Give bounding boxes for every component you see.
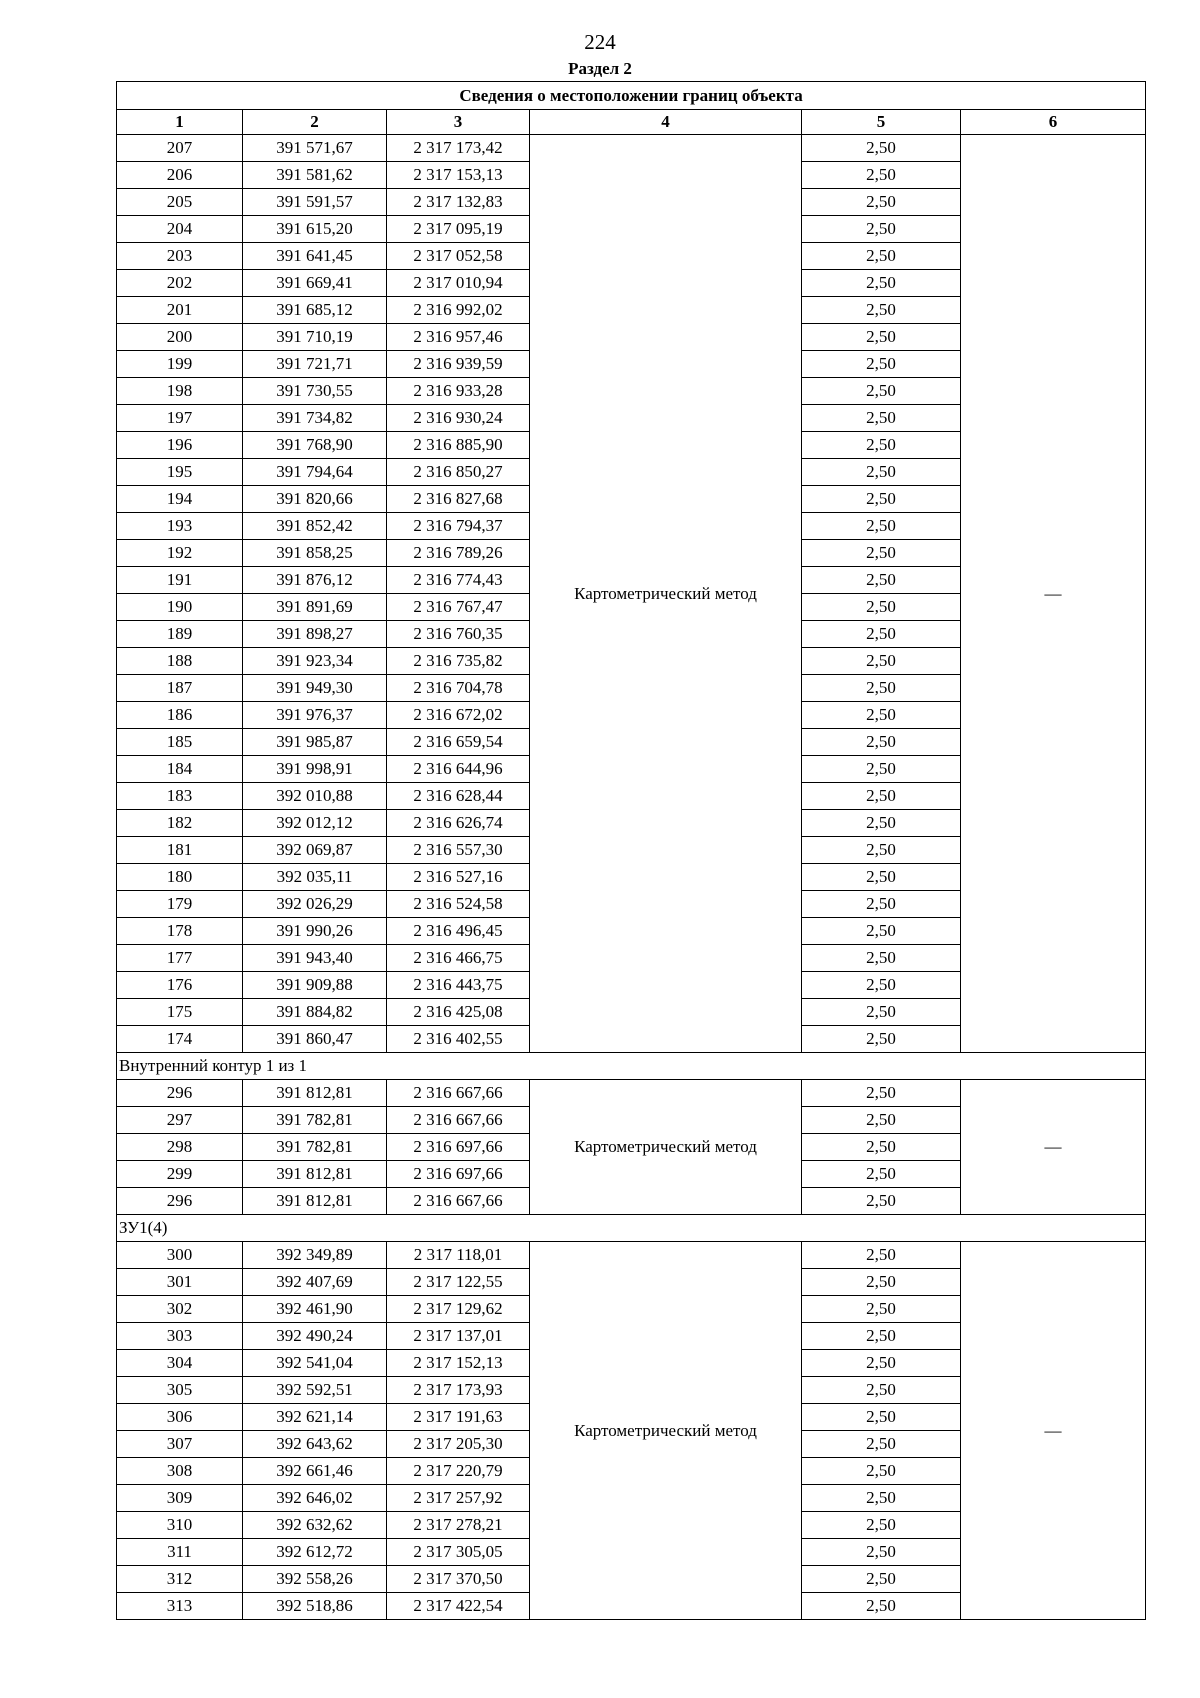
column-number: 3 — [387, 110, 530, 135]
coord-y: 2 317 278,21 — [387, 1512, 530, 1539]
coord-x: 391 820,66 — [243, 486, 387, 513]
accuracy: 2,50 — [802, 1593, 961, 1620]
accuracy: 2,50 — [802, 297, 961, 324]
coord-x: 391 884,82 — [243, 999, 387, 1026]
coord-x: 391 734,82 — [243, 405, 387, 432]
coord-y: 2 316 672,02 — [387, 702, 530, 729]
coord-x: 391 615,20 — [243, 216, 387, 243]
coord-x: 391 852,42 — [243, 513, 387, 540]
coord-x: 391 909,88 — [243, 972, 387, 999]
coord-x: 391 876,12 — [243, 567, 387, 594]
coord-y: 2 316 527,16 — [387, 864, 530, 891]
accuracy: 2,50 — [802, 999, 961, 1026]
coord-y: 2 316 827,68 — [387, 486, 530, 513]
coord-y: 2 317 129,62 — [387, 1296, 530, 1323]
coord-y: 2 316 697,66 — [387, 1134, 530, 1161]
coord-x: 392 490,24 — [243, 1323, 387, 1350]
accuracy: 2,50 — [802, 1107, 961, 1134]
coord-x: 392 012,12 — [243, 810, 387, 837]
accuracy: 2,50 — [802, 837, 961, 864]
coord-x: 391 898,27 — [243, 621, 387, 648]
coord-y: 2 316 767,47 — [387, 594, 530, 621]
point-number: 298 — [117, 1134, 243, 1161]
coord-y: 2 317 137,01 — [387, 1323, 530, 1350]
coord-y: 2 317 118,01 — [387, 1242, 530, 1269]
point-number: 198 — [117, 378, 243, 405]
accuracy: 2,50 — [802, 1323, 961, 1350]
point-number: 177 — [117, 945, 243, 972]
coord-y: 2 317 173,93 — [387, 1377, 530, 1404]
point-number: 187 — [117, 675, 243, 702]
accuracy: 2,50 — [802, 891, 961, 918]
coord-y: 2 316 466,75 — [387, 945, 530, 972]
point-number: 182 — [117, 810, 243, 837]
coord-x: 391 768,90 — [243, 432, 387, 459]
coord-y: 2 316 885,90 — [387, 432, 530, 459]
column-number: 6 — [961, 110, 1146, 135]
accuracy: 2,50 — [802, 567, 961, 594]
accuracy: 2,50 — [802, 756, 961, 783]
accuracy: 2,50 — [802, 459, 961, 486]
column-numbers-row — [117, 110, 1146, 135]
point-number: 186 — [117, 702, 243, 729]
method-cell: Картометрический метод — [530, 1080, 802, 1215]
coord-y: 2 317 095,19 — [387, 216, 530, 243]
coord-y: 2 316 992,02 — [387, 297, 530, 324]
accuracy: 2,50 — [802, 783, 961, 810]
coord-x: 392 661,46 — [243, 1458, 387, 1485]
accuracy: 2,50 — [802, 648, 961, 675]
point-number: 301 — [117, 1269, 243, 1296]
accuracy: 2,50 — [802, 243, 961, 270]
boundary-table — [116, 81, 1146, 1620]
point-number: 297 — [117, 1107, 243, 1134]
coord-x: 392 035,11 — [243, 864, 387, 891]
coord-x: 392 643,62 — [243, 1431, 387, 1458]
coord-y: 2 317 370,50 — [387, 1566, 530, 1593]
coord-y: 2 317 122,55 — [387, 1269, 530, 1296]
coord-x: 392 632,62 — [243, 1512, 387, 1539]
coord-x: 392 592,51 — [243, 1377, 387, 1404]
coord-y: 2 316 930,24 — [387, 405, 530, 432]
coord-x: 392 461,90 — [243, 1296, 387, 1323]
point-number: 183 — [117, 783, 243, 810]
contour-heading-row — [117, 1215, 1146, 1242]
point-number: 200 — [117, 324, 243, 351]
accuracy: 2,50 — [802, 513, 961, 540]
coord-x: 392 541,04 — [243, 1350, 387, 1377]
coord-y: 2 317 220,79 — [387, 1458, 530, 1485]
point-number: 305 — [117, 1377, 243, 1404]
point-number: 192 — [117, 540, 243, 567]
accuracy: 2,50 — [802, 1512, 961, 1539]
column-number: 1 — [117, 110, 243, 135]
point-number: 310 — [117, 1512, 243, 1539]
point-number: 309 — [117, 1485, 243, 1512]
accuracy: 2,50 — [802, 1242, 961, 1269]
coord-y: 2 316 850,27 — [387, 459, 530, 486]
coord-y: 2 317 205,30 — [387, 1431, 530, 1458]
coord-y: 2 316 760,35 — [387, 621, 530, 648]
point-number: 188 — [117, 648, 243, 675]
accuracy: 2,50 — [802, 1458, 961, 1485]
point-number: 191 — [117, 567, 243, 594]
coord-y: 2 317 132,83 — [387, 189, 530, 216]
point-number: 312 — [117, 1566, 243, 1593]
accuracy: 2,50 — [802, 1161, 961, 1188]
coord-x: 391 923,34 — [243, 648, 387, 675]
coord-x: 392 612,72 — [243, 1539, 387, 1566]
accuracy: 2,50 — [802, 1269, 961, 1296]
page-number: 224 — [584, 30, 616, 54]
accuracy: 2,50 — [802, 1080, 961, 1107]
point-number: 202 — [117, 270, 243, 297]
point-number: 206 — [117, 162, 243, 189]
accuracy: 2,50 — [802, 702, 961, 729]
accuracy: 2,50 — [802, 216, 961, 243]
accuracy: 2,50 — [802, 810, 961, 837]
point-number: 311 — [117, 1539, 243, 1566]
contour-heading: ЗУ1(4) — [117, 1215, 1146, 1242]
point-number: 176 — [117, 972, 243, 999]
point-number: 306 — [117, 1404, 243, 1431]
coord-x: 391 985,87 — [243, 729, 387, 756]
point-number: 189 — [117, 621, 243, 648]
coord-y: 2 316 667,66 — [387, 1107, 530, 1134]
accuracy: 2,50 — [802, 945, 961, 972]
accuracy: 2,50 — [802, 405, 961, 432]
accuracy: 2,50 — [802, 1431, 961, 1458]
accuracy: 2,50 — [802, 1026, 961, 1053]
column-number: 5 — [802, 110, 961, 135]
coord-y: 2 316 496,45 — [387, 918, 530, 945]
section-title: Раздел 2 — [568, 59, 632, 78]
point-number: 302 — [117, 1296, 243, 1323]
accuracy: 2,50 — [802, 270, 961, 297]
coord-x: 391 858,25 — [243, 540, 387, 567]
point-number: 313 — [117, 1593, 243, 1620]
coord-x: 391 943,40 — [243, 945, 387, 972]
coord-x: 392 646,02 — [243, 1485, 387, 1512]
accuracy: 2,50 — [802, 1350, 961, 1377]
point-number: 199 — [117, 351, 243, 378]
coord-y: 2 316 402,55 — [387, 1026, 530, 1053]
coord-y: 2 316 628,44 — [387, 783, 530, 810]
contour-heading: Внутренний контур 1 из 1 — [117, 1053, 1146, 1080]
coord-y: 2 317 305,05 — [387, 1539, 530, 1566]
method-cell: Картометрический метод — [530, 1242, 802, 1620]
table-body — [117, 82, 1146, 1620]
accuracy: 2,50 — [802, 540, 961, 567]
accuracy: 2,50 — [802, 1566, 961, 1593]
accuracy: 2,50 — [802, 1404, 961, 1431]
point-number: 304 — [117, 1350, 243, 1377]
accuracy: 2,50 — [802, 486, 961, 513]
coord-x: 391 641,45 — [243, 243, 387, 270]
accuracy: 2,50 — [802, 1188, 961, 1215]
coord-x: 391 721,71 — [243, 351, 387, 378]
point-number: 205 — [117, 189, 243, 216]
accuracy: 2,50 — [802, 621, 961, 648]
coord-x: 391 794,64 — [243, 459, 387, 486]
point-number: 195 — [117, 459, 243, 486]
accuracy: 2,50 — [802, 864, 961, 891]
accuracy: 2,50 — [802, 189, 961, 216]
coord-x: 391 581,62 — [243, 162, 387, 189]
point-number: 204 — [117, 216, 243, 243]
coord-y: 2 316 774,43 — [387, 567, 530, 594]
coord-y: 2 316 933,28 — [387, 378, 530, 405]
coord-x: 391 782,81 — [243, 1134, 387, 1161]
coord-x: 391 591,57 — [243, 189, 387, 216]
coord-x: 392 069,87 — [243, 837, 387, 864]
column-number: 2 — [243, 110, 387, 135]
point-number: 174 — [117, 1026, 243, 1053]
point-number: 194 — [117, 486, 243, 513]
point-number: 308 — [117, 1458, 243, 1485]
coord-y: 2 317 422,54 — [387, 1593, 530, 1620]
column6-cell: — — [961, 1080, 1146, 1215]
accuracy: 2,50 — [802, 432, 961, 459]
accuracy: 2,50 — [802, 324, 961, 351]
table-row — [117, 135, 1146, 162]
point-number: 303 — [117, 1323, 243, 1350]
point-number: 196 — [117, 432, 243, 459]
point-number: 201 — [117, 297, 243, 324]
point-number: 296 — [117, 1080, 243, 1107]
coord-y: 2 317 010,94 — [387, 270, 530, 297]
column6-cell: — — [961, 1242, 1146, 1620]
coord-y: 2 316 557,30 — [387, 837, 530, 864]
point-number: 193 — [117, 513, 243, 540]
point-number: 300 — [117, 1242, 243, 1269]
coord-y: 2 317 173,42 — [387, 135, 530, 162]
accuracy: 2,50 — [802, 135, 961, 162]
coord-y: 2 316 626,74 — [387, 810, 530, 837]
coord-y: 2 317 191,63 — [387, 1404, 530, 1431]
coord-y: 2 317 152,13 — [387, 1350, 530, 1377]
coord-x: 391 685,12 — [243, 297, 387, 324]
accuracy: 2,50 — [802, 675, 961, 702]
coord-y: 2 316 789,26 — [387, 540, 530, 567]
coord-x: 391 812,81 — [243, 1080, 387, 1107]
coord-y: 2 317 153,13 — [387, 162, 530, 189]
method-cell: Картометрический метод — [530, 135, 802, 1053]
coord-y: 2 316 659,54 — [387, 729, 530, 756]
point-number: 197 — [117, 405, 243, 432]
accuracy: 2,50 — [802, 378, 961, 405]
coord-x: 392 349,89 — [243, 1242, 387, 1269]
point-number: 203 — [117, 243, 243, 270]
coord-x: 391 730,55 — [243, 378, 387, 405]
coord-x: 392 621,14 — [243, 1404, 387, 1431]
coord-x: 392 407,69 — [243, 1269, 387, 1296]
point-number: 178 — [117, 918, 243, 945]
table-row — [117, 1242, 1146, 1269]
point-number: 299 — [117, 1161, 243, 1188]
column-number: 4 — [530, 110, 802, 135]
coord-x: 391 891,69 — [243, 594, 387, 621]
coord-y: 2 316 667,66 — [387, 1080, 530, 1107]
accuracy: 2,50 — [802, 918, 961, 945]
coord-y: 2 316 735,82 — [387, 648, 530, 675]
coord-y: 2 316 667,66 — [387, 1188, 530, 1215]
coord-x: 391 990,26 — [243, 918, 387, 945]
coord-x: 392 026,29 — [243, 891, 387, 918]
point-number: 296 — [117, 1188, 243, 1215]
accuracy: 2,50 — [802, 972, 961, 999]
coord-x: 391 860,47 — [243, 1026, 387, 1053]
coord-y: 2 317 052,58 — [387, 243, 530, 270]
point-number: 175 — [117, 999, 243, 1026]
accuracy: 2,50 — [802, 1539, 961, 1566]
accuracy: 2,50 — [802, 1377, 961, 1404]
coord-x: 391 812,81 — [243, 1188, 387, 1215]
coord-x: 392 518,86 — [243, 1593, 387, 1620]
coord-x: 391 669,41 — [243, 270, 387, 297]
table-caption-row — [117, 82, 1146, 110]
accuracy: 2,50 — [802, 1134, 961, 1161]
coord-x: 391 812,81 — [243, 1161, 387, 1188]
accuracy: 2,50 — [802, 162, 961, 189]
point-number: 307 — [117, 1431, 243, 1458]
point-number: 180 — [117, 864, 243, 891]
coord-y: 2 316 704,78 — [387, 675, 530, 702]
table-row — [117, 1080, 1146, 1107]
coord-x: 392 010,88 — [243, 783, 387, 810]
coord-x: 391 949,30 — [243, 675, 387, 702]
coord-x: 391 710,19 — [243, 324, 387, 351]
point-number: 181 — [117, 837, 243, 864]
accuracy: 2,50 — [802, 729, 961, 756]
coord-y: 2 316 443,75 — [387, 972, 530, 999]
table-caption: Сведения о местоположении границ объекта — [117, 82, 1146, 110]
coord-y: 2 316 425,08 — [387, 999, 530, 1026]
coord-x: 391 571,67 — [243, 135, 387, 162]
coord-y: 2 316 524,58 — [387, 891, 530, 918]
coord-x: 391 782,81 — [243, 1107, 387, 1134]
accuracy: 2,50 — [802, 594, 961, 621]
coord-y: 2 316 939,59 — [387, 351, 530, 378]
accuracy: 2,50 — [802, 1485, 961, 1512]
coord-x: 391 976,37 — [243, 702, 387, 729]
accuracy: 2,50 — [802, 1296, 961, 1323]
column6-cell: — — [961, 135, 1146, 1053]
coord-y: 2 317 257,92 — [387, 1485, 530, 1512]
coord-x: 391 998,91 — [243, 756, 387, 783]
coord-y: 2 316 957,46 — [387, 324, 530, 351]
point-number: 185 — [117, 729, 243, 756]
point-number: 179 — [117, 891, 243, 918]
coord-y: 2 316 697,66 — [387, 1161, 530, 1188]
coord-y: 2 316 794,37 — [387, 513, 530, 540]
coord-x: 392 558,26 — [243, 1566, 387, 1593]
coord-y: 2 316 644,96 — [387, 756, 530, 783]
point-number: 184 — [117, 756, 243, 783]
point-number: 190 — [117, 594, 243, 621]
point-number: 207 — [117, 135, 243, 162]
contour-heading-row — [117, 1053, 1146, 1080]
accuracy: 2,50 — [802, 351, 961, 378]
